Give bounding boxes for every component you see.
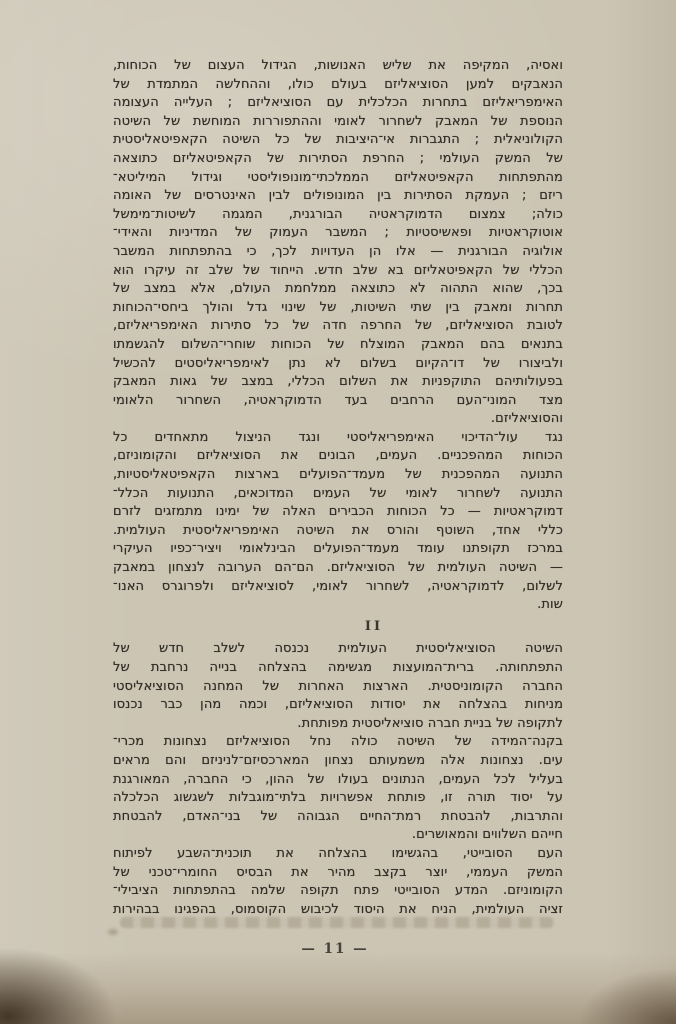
- text-line: — השיטה העולמית של הסוציאליזם. הם־הם הערובה לנצחון במאבק: [113, 560, 563, 576]
- page-number: — 11 —: [301, 941, 369, 957]
- text-line: דמוקראטיות — כל הכוחות הכבירים האלה של ימינו מתמזגים לזרם: [113, 504, 563, 520]
- text-line: והתרבות, להבטחת רמת־החיים הגבוהה של בני־האדם, להבטחת: [113, 808, 563, 824]
- paragraph: [113, 429, 563, 615]
- text-line: הנאבקים למען הסוציאליזם בעולם כולו, וההחלשה המתמדת של: [113, 76, 563, 92]
- text-line: הנוספת של המאבק לשחרור לאומי וההתפוררות המוחשת של השיטה: [113, 113, 563, 129]
- text-line: כללי אחד, השוטף והורס את השיטה האימפריאליסטית העולמית.: [113, 522, 563, 538]
- text-line: העם הסובייטי, בהגשימו בהצלחה את תוכנית־השבע לפיתוח: [113, 845, 563, 861]
- text-line: אוטוקראטיות ופאשיסטיות ; המשבר העמוק של המדיניות והאידי־: [113, 225, 563, 241]
- paragraph: [113, 733, 563, 845]
- text-line: התנועה המהפכנית של מעמד־הפועלים בארצות הקאפיטאליסטיות,: [113, 467, 563, 483]
- text-line: לתקופה של בניית חברה סוציאליסטית מפותחת.: [297, 715, 563, 731]
- text-line: ואסיה, המקיפה את שליש האנושות, הגידול העצום של הכוחות,: [113, 58, 563, 73]
- text-line: התפתחותה. ברית־המועצות מגשימה בהצלחה בנייה נרחבת של: [113, 660, 563, 675]
- text-line: הכוחות המהפכניים. העמים, הבונים את הסוציאליזם והקומוניזם,: [113, 448, 563, 464]
- text-line: נגד עול־הדיכוי האימפריאליסטי ונגד הניצול מתאחדים כל: [113, 429, 563, 445]
- text-line: אולוגיה הבורגנית — אלו הן העדויות לכך, כי בהתפתחות המשבר: [113, 243, 563, 259]
- text-line: שות.: [537, 597, 563, 613]
- text-line: בקנה־המידה של השיטה כולה נחל הסוציאליזם נצחונות מכרי־: [113, 734, 563, 750]
- text-line: חייהם השלווים והמאושרים.: [411, 827, 563, 843]
- page-text-block: [113, 57, 563, 919]
- text-line: ולביצורו של דו־הקיום בשלום לא נתן לאימפריאליסטים להכשיל: [113, 355, 563, 371]
- text-line: התנועה לשחרור לאומי של העמים המדוכאים, התנועות הכלל־: [113, 485, 563, 501]
- ink-bleedthrough-mark: [108, 929, 118, 935]
- text-line: והסוציאליזם.: [490, 411, 563, 427]
- text-line: מהתפתחות הקאפיטאליזם הממלכתי־מונופוליסטי וגידול המיליטא־: [113, 169, 563, 185]
- text-line: של המשק העולמי ; החרפת הסתירות של הקאפיטאליזם כתוצאה: [113, 150, 563, 166]
- text-line: לשלום, לדמוקראטיה, לשחרור לאומי, לסוציאליזם ולפרוגרס האנו־: [113, 578, 563, 594]
- text-line: בתנאים בהם המאבק המוצלח של הכוחות שוחרי־השלום להגשמתו: [113, 336, 563, 352]
- text-line: בעליל לכל העמים, הנתונים בעולו של ההון, כי החברה, המאורגנת: [113, 771, 563, 787]
- text-line: תחרות ומאבק בין שתי השיטות, של שינוי גדל והולך ביחסי־הכוחות: [113, 299, 563, 315]
- text-line: הקומוניזם. המדע הסובייטי פתח תקופה שלמה בהתפתחות הציבילי־: [113, 883, 563, 899]
- text-line: בכך, שהוא התהוה לא כתוצאה ממלחמת העולם, אלא במצב של: [113, 281, 563, 297]
- paragraph: [113, 57, 563, 429]
- text-line: עים. נצחונות אלה משמעותם נצחון המארכסיזם־לניניזם והם מראים: [113, 752, 563, 768]
- text-line: זציה העולמית, הניח את היסוד לכיבוש הקוסמוס, בהפגינו בבהירות: [113, 901, 563, 917]
- text-line: מניחות בהצלחה את יסודות הסוציאליזם, וכמה מהן כבר נכנסו: [113, 697, 563, 713]
- paragraph: [113, 845, 563, 919]
- text-line: האימפריאליזם בתחרות הכלכלית עם הסוציאליזם ; העלייה העצומה: [113, 95, 563, 111]
- text-line: לטובת הסוציאליזם, של החרפה חדה של כל סתירות האימפריאליזם,: [113, 318, 563, 334]
- text-line: הכללי של הקאפיטאליזם בא שלב חדש. הייחוד של שלב זה עיקרו הוא: [113, 262, 563, 278]
- ink-bleedthrough: [120, 917, 554, 928]
- text-line: כולה; צמצום הדמוקראטיה הבורגנית, המגמה לשיטות־מימשל: [113, 206, 563, 222]
- section-heading: II: [364, 618, 384, 634]
- text-line: מצד המוני־העם הרחבים בעד הדמוקראטיה, השחרור הלאומי: [113, 392, 563, 408]
- text-line: השיטה הסוציאליסטית העולמית נכנסה לשלב חדש של: [113, 641, 563, 657]
- text-line: המשק העממי, יוצר בקצב מהיר את הבסיס החומרי־טכני של: [113, 864, 563, 880]
- text-line: החברה הקומוניסטית. הארצות האחרות של המחנה הסוציאליסטי: [113, 678, 563, 694]
- text-line: בפעולותיהם התוקפניות את השלום הכללי, במצב של גאות המאבק: [113, 374, 563, 390]
- text-line: על יסוד תורה זו, פותחת אפשרויות בלתי־מוגבלות לשגשוג הכלכלה: [113, 790, 563, 806]
- text-line: ריזם ; העמקת הסתירות בין המונופולים לבין האינטרסים של האומה: [113, 188, 563, 204]
- text-line: הקולוניאלית ; התגברות אי־היציבות של כל השיטה הקאפיטאליסטית: [113, 132, 563, 148]
- paragraph: [113, 640, 563, 733]
- text-line: במרכז תקופתנו עומד מעמד־הפועלים הבינלאומי ויציר־כפיו העיקרי: [113, 541, 563, 557]
